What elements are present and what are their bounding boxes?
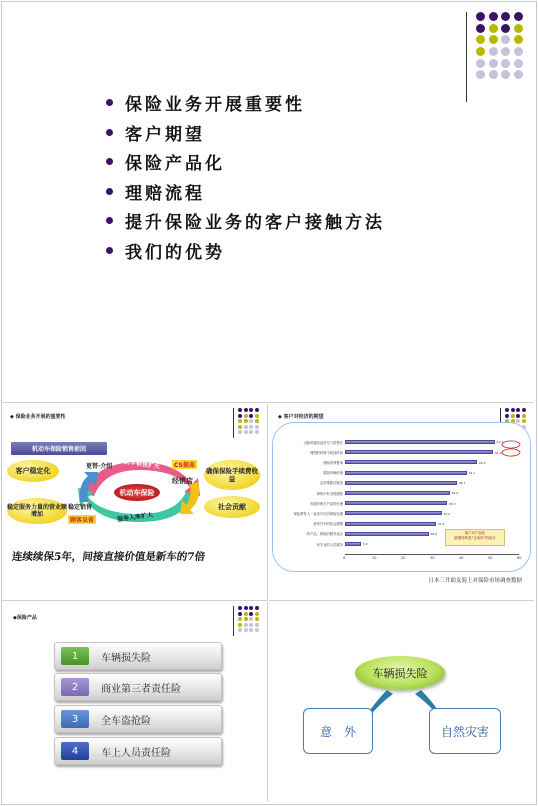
decor-dot	[476, 70, 485, 79]
decor-dot	[255, 425, 259, 429]
decor-dot	[238, 414, 242, 418]
decor-dot	[255, 628, 259, 632]
source-note: 日本三井助友海上对保险市场调查数据	[428, 578, 522, 584]
decor-dot	[244, 425, 248, 429]
bar	[345, 501, 447, 505]
product-number: 2	[61, 678, 89, 696]
decor-dot	[489, 35, 498, 44]
node-revenue-increase: 稳定服务力量的营业额增加	[7, 498, 67, 524]
product-label: 车上人员责任险	[101, 747, 171, 759]
agenda-item-text: 保险产品化	[125, 154, 225, 175]
decor-dot	[249, 612, 253, 616]
decor-dots	[238, 606, 260, 634]
decor-dot	[238, 408, 242, 412]
decor-dot	[255, 612, 259, 616]
product-item-3[interactable]	[54, 705, 222, 733]
bar-category-label: 理赔的时候不耽误时间	[310, 450, 343, 455]
x-tick-label: 20	[401, 556, 406, 561]
bullet-icon	[106, 99, 113, 106]
bullet-icon	[106, 158, 113, 165]
bar-chart	[269, 404, 534, 600]
decor-dot	[501, 12, 510, 21]
decor-dot	[249, 623, 253, 627]
decor-dot	[244, 606, 248, 610]
bar	[345, 542, 361, 546]
x-tick-label: 10	[372, 556, 377, 561]
decor-dot	[255, 617, 259, 621]
center-node: 机动车保险	[114, 484, 160, 501]
bar	[345, 491, 450, 495]
bar-value-label: 5.6	[362, 542, 368, 547]
node-customer-stable: 客户稳定化	[7, 460, 59, 482]
decor-dot	[249, 419, 253, 423]
decor-dot	[476, 24, 485, 33]
bar	[345, 450, 493, 454]
decor-dot	[238, 419, 242, 423]
note-line: 客户对产品化	[464, 531, 486, 535]
agenda-item	[106, 177, 385, 207]
slide-title: ◆ 保险业务开展的重要性	[10, 414, 66, 420]
decor-dot	[244, 623, 248, 627]
decor-dot	[238, 628, 242, 632]
agenda-item-text: 理赔流程	[125, 183, 205, 204]
node-accident: 意 外	[303, 708, 373, 754]
product-item-1[interactable]	[54, 642, 222, 670]
decor-line	[466, 12, 467, 102]
label-dealer: 经销店	[172, 477, 193, 485]
decor-dots	[476, 12, 526, 82]
bullet-icon	[106, 217, 113, 224]
decor-dot	[238, 612, 242, 616]
decor-dot	[514, 12, 523, 21]
label-service: 服务入库扩大	[116, 511, 154, 524]
decor-dot	[238, 623, 242, 627]
product-label: 全车盗抢险	[101, 715, 151, 727]
x-tick-label: 40	[459, 556, 464, 561]
label-newcar: 新车销售扩大	[123, 458, 161, 471]
agenda-item-text: 客户期望	[125, 124, 205, 145]
label-stable-sales: 稳定销售	[68, 504, 93, 511]
bar-category-label: 有服务相关产品的处理	[310, 501, 343, 506]
bar-category-label: 出险时服务及时专门的售后	[303, 440, 343, 445]
bar	[345, 481, 457, 485]
decor-dot	[501, 24, 510, 33]
decor-dot	[238, 606, 242, 610]
decor-dot	[501, 35, 510, 44]
product-item-4[interactable]	[54, 737, 222, 765]
decor-dot	[249, 617, 253, 621]
decor-dot	[514, 24, 523, 33]
decor-dot	[501, 59, 510, 68]
decor-dot	[238, 430, 242, 434]
bullet-icon	[106, 129, 113, 136]
highlight-circles	[499, 440, 523, 462]
decor-dot	[255, 419, 259, 423]
bar	[345, 532, 429, 536]
decor-dot	[249, 628, 253, 632]
bar-value-label: 31.5	[437, 521, 445, 526]
decor-dot	[476, 12, 485, 21]
decor-line	[233, 606, 234, 636]
bar-value-label: 51.2	[494, 450, 502, 455]
slide-products	[2, 602, 268, 802]
bar-value-label: 51.7	[496, 440, 504, 445]
decor-dot	[489, 59, 498, 68]
agenda-item-text: 提升保险业务的客户接触方法	[125, 213, 385, 234]
bar-category-label: 有专业的人员服务	[316, 542, 343, 547]
decor-dot	[238, 617, 242, 621]
bar	[345, 471, 467, 475]
decor-dot	[244, 408, 248, 412]
decor-dot	[255, 430, 259, 434]
label-replace: 更替·介绍	[86, 463, 113, 470]
bar-value-label: 38.7	[458, 481, 466, 486]
x-axis-line	[345, 554, 519, 555]
decor-dot	[249, 414, 253, 418]
agenda-item	[106, 147, 385, 177]
product-label: 车辆损失险	[101, 652, 151, 664]
agenda-item-text: 我们的优势	[125, 242, 225, 263]
agenda-item	[106, 236, 385, 266]
bar-value-label: 42.1	[468, 470, 476, 475]
chart-note	[445, 529, 505, 546]
decor-dot	[255, 623, 259, 627]
bar-value-label: 36.2	[451, 491, 459, 496]
slide-agenda	[2, 2, 534, 403]
x-tick-label: 30	[430, 556, 435, 561]
decor-dot	[244, 612, 248, 616]
decor-dot	[244, 628, 248, 632]
decor-dot	[249, 408, 253, 412]
decor-dot	[255, 414, 259, 418]
bar-category-label: 保险的保费率	[323, 460, 343, 465]
decor-dot	[249, 425, 253, 429]
decor-dot	[514, 47, 523, 56]
decor-dot	[255, 408, 259, 412]
product-item-2[interactable]	[54, 673, 222, 701]
decor-dot	[489, 12, 498, 21]
decor-dots	[238, 408, 260, 436]
bar	[345, 511, 442, 515]
agenda-item	[106, 206, 385, 236]
decor-dot	[501, 47, 510, 56]
decor-dot	[244, 430, 248, 434]
decor-dot	[476, 59, 485, 68]
product-number: 1	[61, 647, 89, 665]
decor-dot	[244, 419, 248, 423]
bar-category-label: 事故中有全程跟踪	[316, 491, 343, 496]
note-line: 最期待的是"目前时"的统计	[454, 536, 496, 540]
decor-dot	[244, 414, 248, 418]
x-tick-label: 50	[488, 556, 493, 561]
slide-caption: 连续续保5年，间接直接价值是新车的7倍	[11, 551, 206, 563]
decor-dot	[489, 47, 498, 56]
decor-dot	[249, 430, 253, 434]
decor-dot	[489, 24, 498, 33]
bar-value-label: 33.4	[443, 511, 451, 516]
agenda-item-text: 保险业务开展重要性	[125, 95, 305, 116]
slide-importance	[2, 404, 268, 601]
decor-dot	[514, 35, 523, 44]
slide-title: ◆保险产品	[13, 615, 37, 621]
product-label: 商业第三者责任险	[101, 683, 181, 695]
decor-dot	[501, 70, 510, 79]
bar-category-label: 定时维修后服务	[319, 481, 343, 486]
diagram-header: 机动车保险销售前因	[11, 442, 107, 455]
bar	[345, 460, 477, 464]
slide-damage	[269, 602, 534, 802]
x-tick-label: 60	[517, 556, 522, 561]
agenda-item	[106, 118, 385, 148]
label-retain: 顾客呆留	[70, 517, 95, 524]
agenda-item	[106, 88, 385, 118]
decor-dot	[244, 617, 248, 621]
slide-title: ◆ 客户对经济的期望	[278, 414, 324, 420]
bar	[345, 522, 436, 526]
bar-category-label: 持产品、保险的服务适合	[306, 532, 343, 537]
product-number: 4	[61, 742, 89, 760]
node-vehicle-damage: 车辆损失险	[355, 656, 445, 690]
bar-category-label: 使用汽车的机会增强	[313, 522, 343, 527]
bullet-icon	[106, 188, 113, 195]
decor-dot	[514, 70, 523, 79]
node-natural-disaster: 自然灾害	[429, 708, 501, 754]
decor-dot	[249, 606, 253, 610]
decor-dot	[255, 606, 259, 610]
x-tick-label: 0	[343, 556, 346, 561]
bar	[345, 440, 495, 444]
bar-value-label: 28.9	[430, 532, 437, 537]
bar-category-label: 增加车辆价格	[323, 471, 343, 476]
agenda-list	[106, 88, 385, 265]
bar-value-label: 45.6	[478, 460, 486, 465]
decor-dot	[489, 70, 498, 79]
decor-line	[233, 408, 234, 438]
decor-dot	[476, 35, 485, 44]
product-number: 3	[61, 710, 89, 728]
bullet-icon	[106, 247, 113, 254]
decor-dot	[514, 59, 523, 68]
bar-category-label: 保险费每人一直至可以同保险处理	[293, 511, 343, 516]
decor-dot	[238, 425, 242, 429]
decor-dot	[476, 47, 485, 56]
bar-value-label: 35.3	[448, 501, 456, 506]
node-social: 社会贡献	[204, 496, 260, 518]
node-commission: 确保保险手续费收益	[204, 460, 260, 490]
label-cs: CS提高	[174, 462, 195, 469]
slide-expectation	[269, 404, 534, 601]
